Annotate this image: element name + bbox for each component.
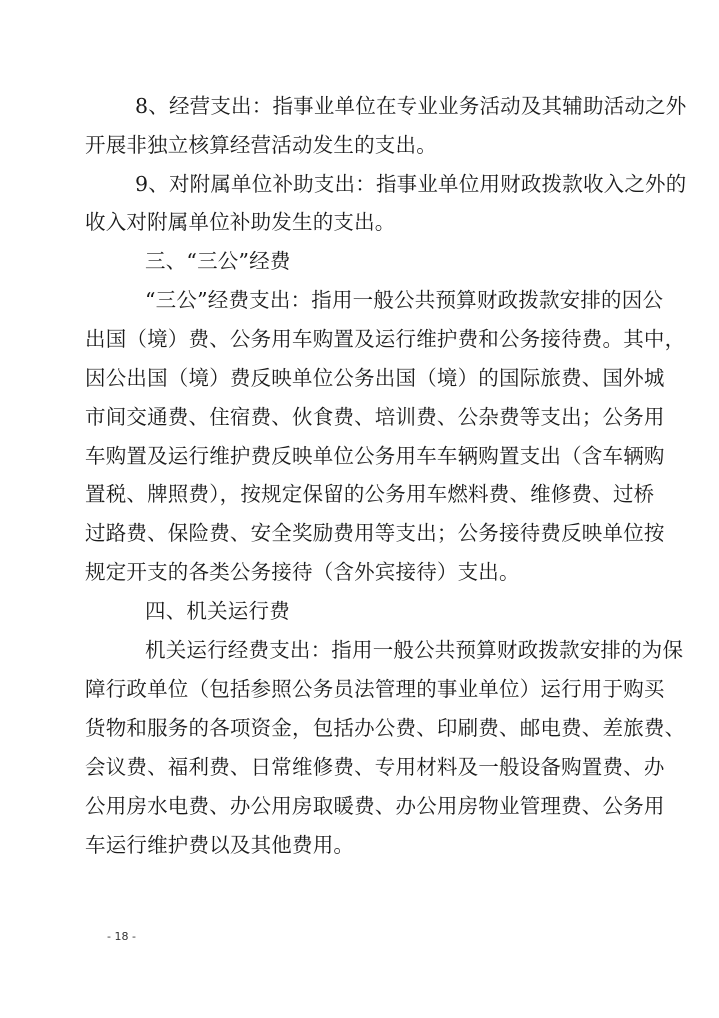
paragraph-line: 因公出国（境）费反映单位公务出国（境）的国际旅费、国外城 xyxy=(85,366,665,390)
paragraph-line: 机关运行经费支出：指用一般公共预算财政拨款安排的为保 xyxy=(145,638,684,662)
paragraph-line: 公用房水电费、办公用房取暖费、办公用房物业管理费、公务用 xyxy=(85,794,665,818)
paragraph-line: 规定开支的各类公务接待（含外宾接待）支出。 xyxy=(85,560,520,584)
paragraph-line: 障行政单位（包括参照公务员法管理的事业单位）运行用于购买 xyxy=(85,677,665,701)
paragraph-line: 置税、牌照费），按规定保留的公务用车燃料费、维修费、过桥 xyxy=(85,482,655,506)
paragraph-line: 开展非独立核算经营活动发生的支出。 xyxy=(85,133,437,157)
paragraph-line: 车购置及运行维护费反映单位公务用车车辆购置支出（含车辆购 xyxy=(85,444,665,468)
paragraph-line: “三公”经费支出：指用一般公共预算财政拨款安排的因公 xyxy=(145,288,664,312)
paragraph-line: 出国（境）费、公务用车购置及运行维护费和公务接待费。其中， xyxy=(85,327,686,351)
paragraph-line: 收入对附属单位补助发生的支出。 xyxy=(85,210,396,234)
paragraph-line: 货物和服务的各项资金，包括办公费、印刷费、邮电费、差旅费、 xyxy=(85,716,686,740)
paragraph-line: 过路费、保险费、安全奖励费用等支出；公务接待费反映单位按 xyxy=(85,521,665,545)
section-heading: 四、机关运行费 xyxy=(145,599,290,623)
section-heading: 三、“三公”经费 xyxy=(145,249,291,273)
paragraph-line: 会议费、福利费、日常维修费、专用材料及一般设备购置费、办 xyxy=(85,755,665,779)
page-number: - 18 - xyxy=(107,930,136,943)
paragraph-line: 8、经营支出：指事业单位在专业业务活动及其辅助活动之外 xyxy=(135,94,687,118)
paragraph-line: 车运行维护费以及其他费用。 xyxy=(85,833,355,857)
paragraph-line: 市间交通费、住宿费、伙食费、培训费、公杂费等支出；公务用 xyxy=(85,405,665,429)
paragraph-line: 9、对附属单位补助支出：指事业单位用财政拨款收入之外的 xyxy=(135,172,687,196)
